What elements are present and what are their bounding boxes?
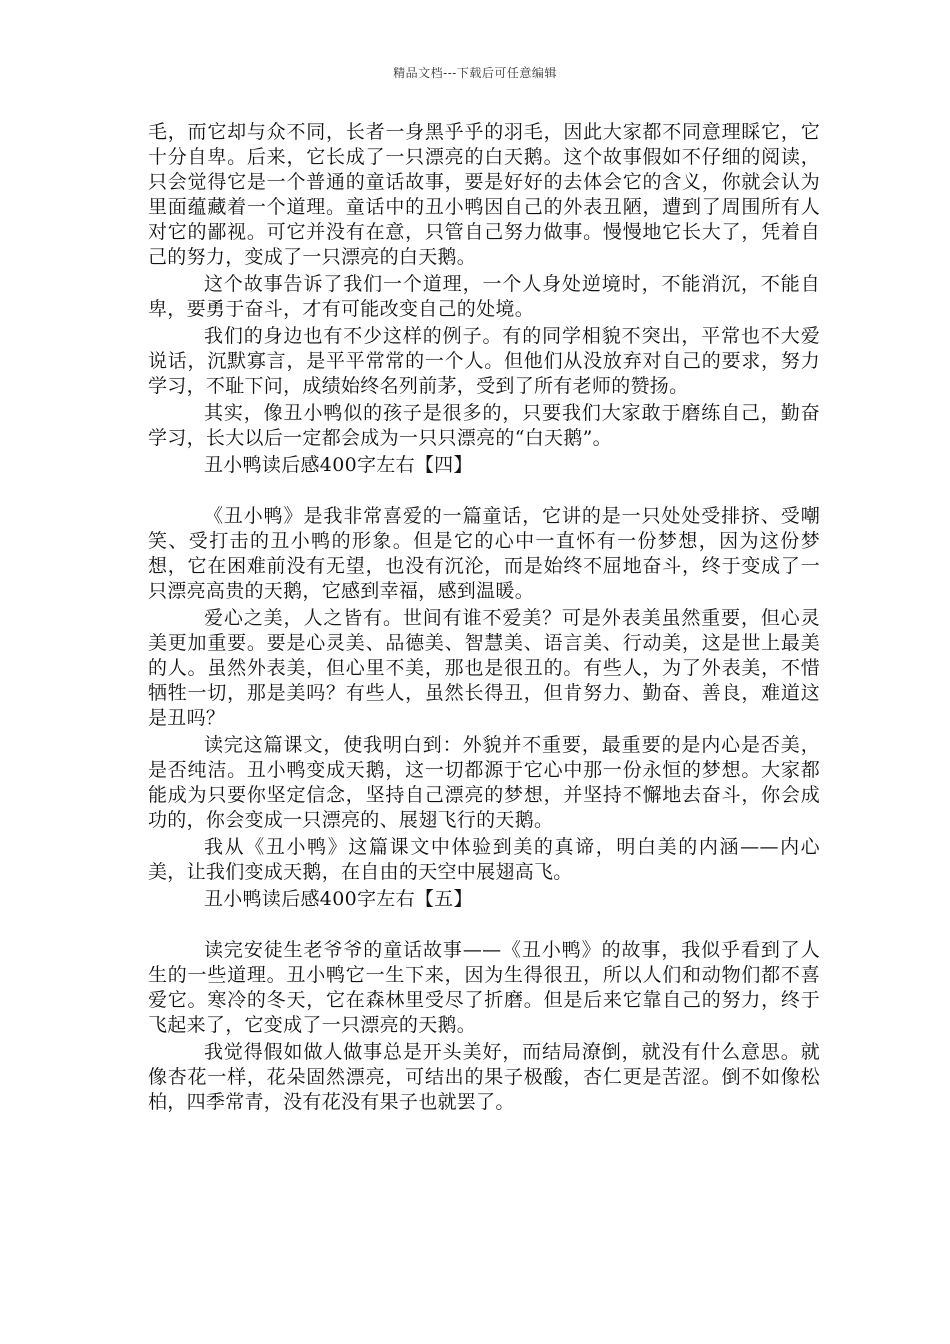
paragraph: 我从《丑小鸭》这篇课文中体验到美的真谛，明白美的内涵——内心美，让我们变成天鹅，在自由的天空中展翅高飞。 xyxy=(148,836,820,883)
document-body xyxy=(148,120,820,1117)
paragraph: 读完安徒生老爷爷的童话故事——《丑小鸭》的故事，我似乎看到了人生的一些道理。丑小鸭它一生下来，因为生得很丑，所以人们和动物们都不喜爱它。寒冷的冬天，它在森林里受尽了折磨。但是后来它靠自己的努力，终于飞起来了，它变成了一只漂亮的天鹅。 xyxy=(148,939,820,1036)
page-header: 精品文档---下载后可任意编辑 xyxy=(393,66,557,80)
paragraph: 其实，像丑小鸭似的孩子是很多的，只要我们大家敢于磨练自己，勤奋学习，长大以后一定都会成为一只只漂亮的“白天鹅”。 xyxy=(148,402,820,449)
paragraph: 我们的身边也有不少这样的例子。有的同学相貌不突出，平常也不大爱说话，沉默寡言，是平平常常的一个人。但他们从没放弃对自己的要求，努力学习，不耻下问，成绩始终名列前茅，受到了所有老师的赞扬。 xyxy=(148,325,820,397)
paragraph: 毛，而它却与众不同，长者一身黑乎乎的羽毛，因此大家都不同意理睬它，它十分自卑。后来，它长成了一只漂亮的白天鹅。这个故事假如不仔细的阅读，只会觉得它是一个普通的童话故事，要是好好的去体会它的含义，你就会认为里面蕴藏着一个道理。童话中的丑小鸭因自己的外表丑陋，遭到了周围所有人对它的鄙视。可它并没有在意，只管自己努力做事。慢慢地它长大了，凭着自己的努力，变成了一只漂亮的白天鹅。 xyxy=(148,121,820,268)
paragraph: 《丑小鸭》是我非常喜爱的一篇童话，它讲的是一只处处受排挤、受嘲笑、受打击的丑小鸭的形象。但是它的心中一直怀有一份梦想，因为这份梦想，它在困难前没有无望，也没有沉沦，而是始终不屈地奋斗，终于变成了一只漂亮高贵的天鹅，它感到幸福，感到温暖。 xyxy=(148,505,820,602)
paragraph: 这个故事告诉了我们一个道理，一个人身处逆境时，不能消沉，不能自卑，要勇于奋斗，才有可能改变自己的处境。 xyxy=(148,273,820,320)
paragraph: 爱心之美，人之皆有。世间有谁不爱美？可是外表美虽然重要，但心灵美更加重要。要是心灵美、品德美、智慧美、语言美、行动美，这是世上最美的人。虽然外表美，但心里不美，那也是很丑的。有些人，为了外表美，不惜牺牲一切，那是美吗？有些人，虽然长得丑，但肯努力、勤奋、善良，难道这是丑吗？ xyxy=(148,607,820,729)
section-heading: 丑小鸭读后感400字左右【四】 xyxy=(204,454,473,476)
paragraph: 我觉得假如做人做事总是开头美好，而结局潦倒，就没有什么意思。就像杏花一样，花朵固然漂亮，可结出的果子极酸，杏仁更是苦涩。倒不如像松柏，四季常青，没有花没有果子也就罢了。 xyxy=(148,1041,820,1113)
section-heading: 丑小鸭读后感400字左右【五】 xyxy=(204,888,473,910)
paragraph: 读完这篇课文，使我明白到：外貌并不重要，最重要的是内心是否美，是否纯洁。丑小鸭变成天鹅，这一切都源于它心中那一份永恒的梦想。大家都能成为只要你坚定信念，坚持自己漂亮的梦想，并坚持不懈地去奋斗，你会成功的，你会变成一只漂亮的、展翅飞行的天鹅。 xyxy=(148,734,820,831)
